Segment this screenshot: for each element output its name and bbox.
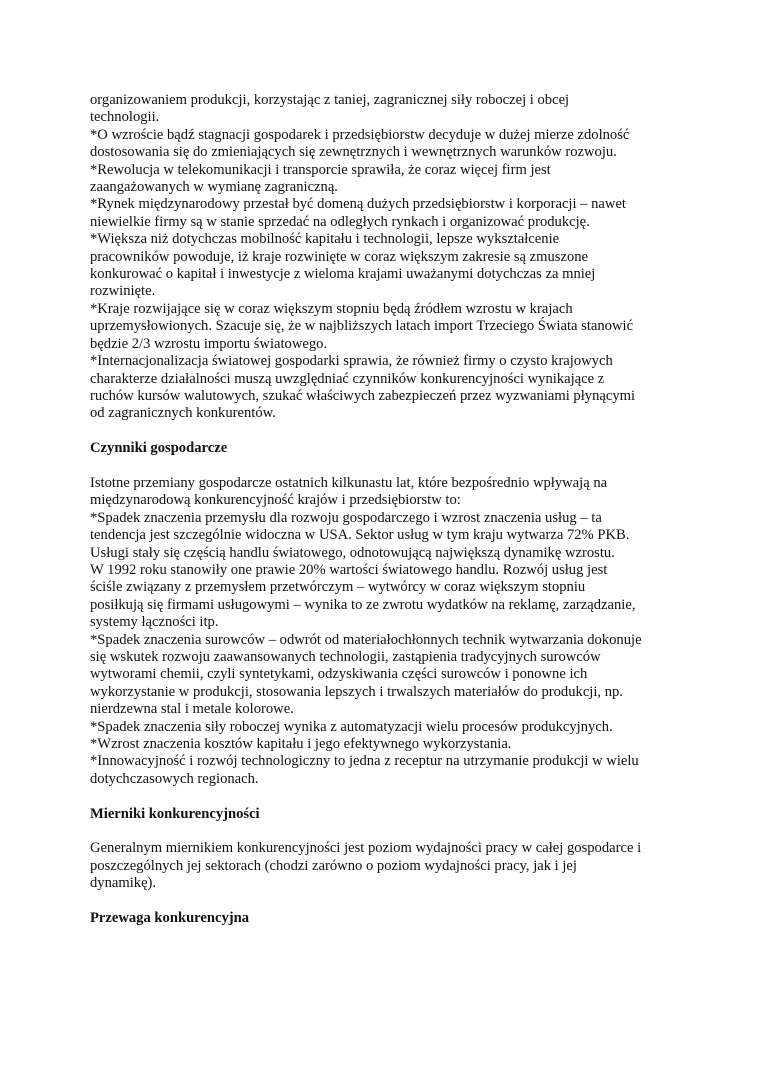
text-line: nierdzewna stal i metale kolorowe.	[90, 701, 294, 718]
text-line: zaangażowanych w wymianę zagraniczną.	[90, 179, 338, 196]
text-line: *Spadek znaczenia surowców – odwrót od materiałochłonnych technik wytwarzania dokonuje	[90, 631, 642, 648]
text-line: *Spadek znaczenia siły roboczej wynika z automatyzacji wielu procesów produkcyjnych.	[90, 718, 613, 735]
text-line: *Innowacyjność i rozwój technologiczny to jedna z receptur na utrzymanie produkcji w wielu	[90, 753, 639, 770]
text-line: się wskutek rozwoju zaawansowanych technologii, zastąpienia tradycyjnych surowców	[90, 648, 601, 665]
text-line: *Większa niż dotychczas mobilność kapitału i technologii, lepsze wykształcenie	[90, 231, 560, 248]
text-line: konkurować o kapitał i inwestycje z wieloma krajami uważanymi dotychczas za mniej	[90, 266, 596, 283]
text-line: uprzemysłowionych. Szacuje się, że w najbliższych latach import Trzeciego Świata stanowić	[90, 318, 634, 335]
text-line: pracowników powoduje, iż kraje rozwinięte w coraz większym zakresie są zmuszone	[90, 248, 589, 265]
text-line: technologii.	[90, 109, 160, 126]
text-line: ściśle związany z przemysłem przetwórczym – wytwórcy w coraz większym stopniu	[90, 579, 586, 596]
text-line: charakterze działalności muszą uwzględniać czynników konkurencyjności wynikające z	[90, 370, 605, 387]
text-line: dynamikę).	[90, 875, 157, 892]
text-line: międzynarodową konkurencyjność krajów i przedsiębiorstw to:	[90, 492, 461, 509]
text-line: *Wzrost znaczenia kosztów kapitału i jego efektywnego wykorzystania.	[90, 736, 512, 752]
paragraph-gap	[90, 823, 690, 840]
paragraph-gap	[90, 788, 690, 805]
text-line: dotychczasowych regionach.	[90, 770, 259, 787]
text-line: *Rewolucja w telekomunikacji i transporcie sprawiła, że coraz więcej firm jest	[90, 161, 551, 178]
text-line: rozwinięte.	[90, 283, 156, 300]
document-page	[90, 92, 690, 927]
text-line: dostosowania się do zmieniających się zewnętrznych i wewnętrznych warunków rozwoju.	[90, 144, 617, 161]
text-line: *Internacjonalizacja światowej gospodarki sprawia, że również firmy o czysto krajowych	[90, 353, 613, 370]
text-line: *Kraje rozwijające się w coraz większym stopniu będą źródłem wzrostu w krajach	[90, 300, 573, 317]
text-line: Usługi stały się częścią handlu światowego, odnotowującą największą dynamikę wzrostu.	[90, 544, 615, 561]
text-line: niewielkie firmy są w stanie sprzedać na odległych rynkach i organizować produkcję.	[90, 213, 590, 230]
text-line: poszczególnych jej sektorach (chodzi zarówno o poziom wydajności pracy, jak i jej	[90, 857, 577, 874]
paragraph-gap	[90, 423, 690, 440]
text-line: wytworami chemii, czyli syntetykami, odzyskiwania części surowców i ponowne ich	[90, 666, 588, 683]
text-line: ruchów kursów walutowych, szukać właściwych zabezpieczeń przez wyzwaniami płynącymi	[90, 387, 636, 404]
text-line: systemy łączności itp.	[90, 614, 219, 631]
text-line: *Spadek znaczenia przemysłu dla rozwoju gospodarczego i wzrost znaczenia usług – ta	[90, 509, 602, 526]
section-heading-przewaga: Przewaga konkurencyjna	[90, 910, 250, 927]
text-line: W 1992 roku stanowiły one prawie 20% wartości światowego handlu. Rozwój usług jest	[90, 561, 608, 578]
intro-paragraphs	[90, 92, 690, 423]
text-line: od zagranicznych konkurentów.	[90, 405, 276, 422]
text-line: posiłkują się firmami usługowymi – wynika to ze zwrotu wydatków na reklamę, zarządzanie,	[90, 596, 636, 613]
section-heading-czynniki: Czynniki gospodarcze	[90, 440, 228, 457]
paragraph-gap	[90, 893, 690, 910]
text-line: *O wzroście bądź stagnacji gospodarek i przedsiębiorstw decyduje w dużej mierze zdolność	[90, 126, 630, 143]
text-line: Istotne przemiany gospodarcze ostatnich kilkunastu lat, które bezpośrednio wpływają na	[90, 474, 608, 491]
text-line: tendencja jest szczególnie widoczna w USA. Sektor usług w tym kraju wytwarza 72% PKB.	[90, 527, 630, 544]
text-line: *Rynek międzynarodowy przestał być domeną dużych przedsiębiorstw i korporacji – nawet	[90, 196, 626, 213]
text-line: Generalnym miernikiem konkurencyjności jest poziom wydajności pracy w całej gospodarce i	[90, 840, 642, 857]
text-line: wykorzystanie w produkcji, stosowania lepszych i trwalszych materiałów do produkcji, np.	[90, 683, 623, 700]
text-line: będzie 2/3 wzrostu importu światowego.	[90, 335, 328, 352]
czynniki-paragraphs	[90, 475, 690, 788]
text-line: organizowaniem produkcji, korzystając z taniej, zagranicznej siły roboczej i obcej	[90, 92, 570, 108]
section-heading-mierniki: Mierniki konkurencyjności	[90, 805, 260, 822]
mierniki-paragraph	[90, 840, 690, 892]
paragraph-gap	[90, 458, 690, 475]
